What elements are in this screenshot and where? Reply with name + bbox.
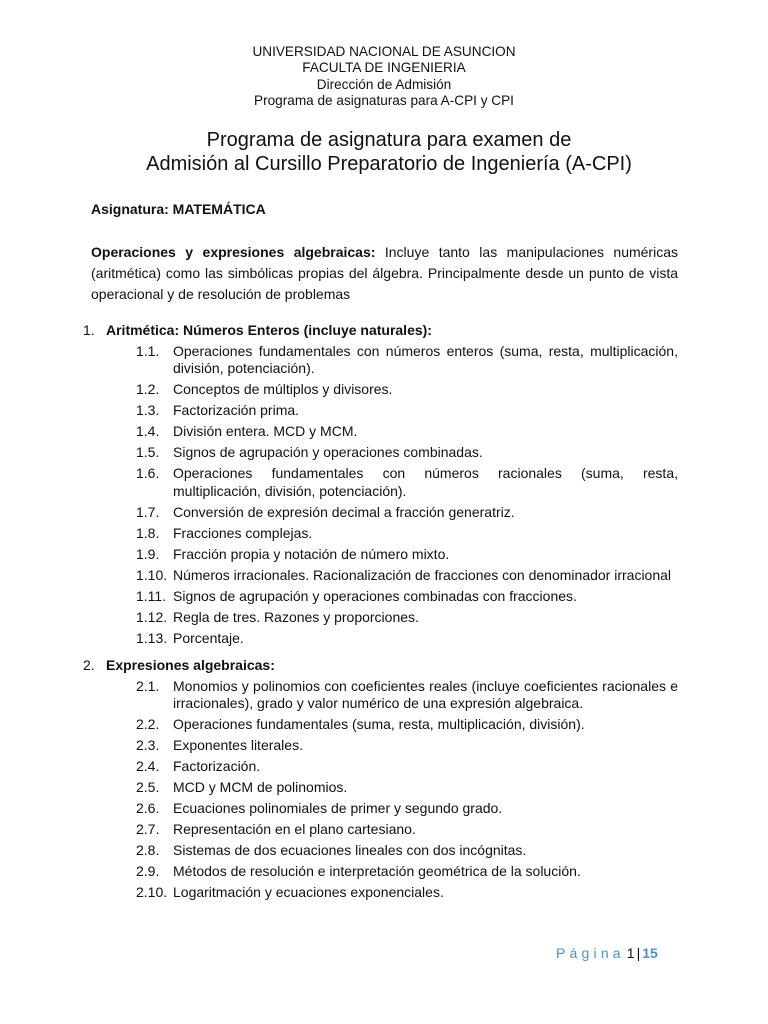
section-number: 2. <box>83 657 95 673</box>
item-text: Exponentes literales. <box>173 737 303 754</box>
list-item <box>0 628 768 649</box>
item-text: Conceptos de múltiplos y divisores. <box>173 381 393 398</box>
item-text: MCD y MCM de polinomios. <box>173 779 348 796</box>
title-line-2: Admisión al Cursillo Preparatorio de Ingeniería (A-CPI) <box>146 153 632 175</box>
page-footer <box>556 944 658 962</box>
item-number: 1.3. <box>136 402 160 419</box>
item-number: 2.7. <box>136 821 160 838</box>
section-heading <box>0 655 768 676</box>
item-number: 1.6. <box>136 465 160 482</box>
list-item <box>0 502 768 523</box>
list-item <box>0 862 768 883</box>
item-text: Operaciones fundamentales con números enteros (suma, resta, multiplicación, división, potenciación). <box>173 342 678 377</box>
item-text: Fracciones complejas. <box>173 524 313 541</box>
subject-heading: Asignatura: MATEMÁTICA <box>91 201 266 217</box>
list-item <box>0 586 768 607</box>
item-text: División entera. MCD y MCM. <box>173 423 358 440</box>
item-text: Conversión de expresión decimal a fracción generatriz. <box>173 503 515 520</box>
document-title <box>0 128 768 176</box>
item-text: Fracción propia y notación de número mixto. <box>173 545 450 562</box>
list-item <box>0 607 768 628</box>
faculty-name: FACULTA DE INGENIERIA <box>302 60 466 76</box>
list-item <box>0 422 768 443</box>
item-text: Porcentaje. <box>173 629 244 646</box>
list-item <box>0 401 768 422</box>
item-number: 2.8. <box>136 842 160 859</box>
intro-body: Incluye tanto las manipulaciones numéricas (aritmética) como las simbólicas propias del álgebra. Principalmente desde un punto de vista operacional y de resolución de problemas <box>91 244 678 302</box>
title-line-1: Programa de asignatura para examen de <box>206 129 572 151</box>
list-item <box>0 820 768 841</box>
section-number: 1. <box>83 322 95 338</box>
page-number: 1 <box>626 945 635 961</box>
item-text: Logaritmación y ecuaciones exponenciales. <box>173 884 444 901</box>
list-item <box>0 676 768 715</box>
section-arithmetic <box>0 320 768 649</box>
intro-lead: Operaciones y expresiones algebraicas: <box>91 244 376 260</box>
item-text: Operaciones fundamentales (suma, resta, multiplicación, división). <box>173 716 585 733</box>
item-text: Sistemas de dos ecuaciones lineales con dos incógnitas. <box>173 842 527 859</box>
list-item <box>0 464 768 503</box>
list-item <box>0 443 768 464</box>
page-separator: | <box>636 945 641 961</box>
item-number: 2.10. <box>136 884 168 901</box>
page-label: Página <box>556 945 625 961</box>
item-number: 1.12. <box>136 608 168 625</box>
list-item <box>0 341 768 380</box>
department-name: Dirección de Admisión <box>316 76 452 92</box>
list-item <box>0 715 768 736</box>
item-text: Regla de tres. Razones y proporciones. <box>173 608 419 625</box>
list-item <box>0 523 768 544</box>
intro-paragraph <box>91 242 678 305</box>
list-item <box>0 799 768 820</box>
list-item <box>0 380 768 401</box>
item-text: Representación en el plano cartesiano. <box>173 821 416 838</box>
item-number: 2.9. <box>136 863 160 880</box>
item-text: Ecuaciones polinomiales de primer y segundo grado. <box>173 800 503 817</box>
item-text: Signos de agrupación y operaciones combinadas. <box>173 444 483 461</box>
item-number: 2.4. <box>136 758 160 775</box>
section-title: Aritmética: Números Enteros (incluye naturales): <box>106 322 432 338</box>
item-text: Factorización. <box>173 758 261 775</box>
list-item <box>0 841 768 862</box>
program-name: Programa de asignaturas para A-CPI y CPI <box>254 92 514 108</box>
item-number: 1.11. <box>136 587 167 604</box>
item-number: 2.3. <box>136 737 160 754</box>
item-number: 1.2. <box>136 381 160 398</box>
item-number: 1.4. <box>136 423 160 440</box>
item-number: 1.5. <box>136 444 160 461</box>
page-total: 15 <box>642 945 658 961</box>
university-name: UNIVERSIDAD NACIONAL DE ASUNCION <box>252 44 516 59</box>
list-item <box>0 778 768 799</box>
institution-header <box>0 44 768 109</box>
item-number: 1.8. <box>136 524 160 541</box>
list-item <box>0 883 768 904</box>
item-text: Números irracionales. Racionalización de fracciones con denominador irracional <box>173 566 672 583</box>
section-title: Expresiones algebraicas: <box>106 657 275 673</box>
item-text: Operaciones fundamentales con números racionales (suma, resta, multiplicación, división, potenciación). <box>173 465 678 499</box>
list-item <box>0 736 768 757</box>
item-number: 2.1. <box>136 677 160 694</box>
item-number: 1.13. <box>136 629 168 646</box>
item-number: 1.1. <box>136 342 160 359</box>
section-heading <box>0 320 768 341</box>
list-item <box>0 565 768 586</box>
item-text: Métodos de resolución e interpretación geométrica de la solución. <box>173 863 581 880</box>
item-text: Factorización prima. <box>173 402 300 419</box>
item-number: 2.6. <box>136 800 160 817</box>
list-item <box>0 544 768 565</box>
item-number: 2.2. <box>136 716 160 733</box>
section-algebraic-expressions <box>0 655 768 904</box>
item-number: 1.10. <box>136 566 168 583</box>
item-text: Monomios y polinomios con coeficientes reales (incluye coeficientes racionales e irracionales), grado y valor numérico de una expresión algebraica. <box>173 677 678 712</box>
item-number: 1.9. <box>136 545 160 562</box>
list-item <box>0 757 768 778</box>
item-text: Signos de agrupación y operaciones combinadas con fracciones. <box>173 587 577 604</box>
item-number: 2.5. <box>136 779 160 796</box>
item-number: 1.7. <box>136 503 160 520</box>
